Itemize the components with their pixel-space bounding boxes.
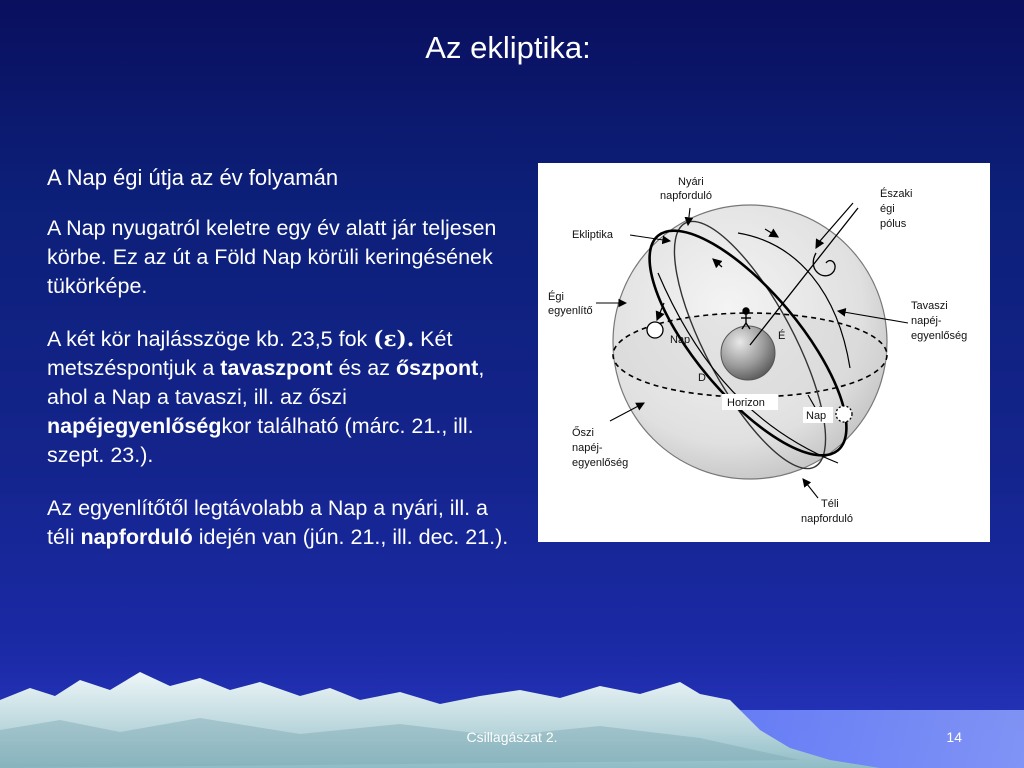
sun-marker-left <box>647 322 663 338</box>
label-nyari-2: napforduló <box>660 190 712 202</box>
leader-teli <box>803 479 818 498</box>
page-number: 14 <box>946 729 962 745</box>
celestial-sphere-diagram <box>538 163 990 542</box>
subheading: A Nap égi útja az év folyamán <box>47 165 339 190</box>
label-tavaszi-3: egyenlőség <box>911 330 968 342</box>
label-d-dir: D <box>698 372 706 384</box>
label-eszaki-3: pólus <box>880 218 907 230</box>
label-nyari-1: Nyári <box>678 176 704 188</box>
sun-marker-right <box>836 406 852 422</box>
text-column <box>47 163 517 576</box>
label-eszaki-2: égi <box>880 203 895 215</box>
label-nap-left: Nap <box>670 334 691 346</box>
label-eszaki-1: Északi <box>880 188 913 200</box>
paragraph-3: Az egyenlítőtől legtávolabb a Nap a nyári, ill. a téli napforduló idején van (jún. 21., ill. dec. 21.). <box>47 496 509 549</box>
label-ekliptika: Ekliptika <box>572 229 613 241</box>
label-oszi-2: napéj- <box>572 442 603 454</box>
label-nap-right: Nap <box>806 410 827 422</box>
paragraph-2: A két kör hajlásszöge kb. 23,5 fok (ε). Két metszéspontjuk a tavaszpont és az őszpont, ahol a Nap a tavaszi, ill. az őszi napéjegyenlőségkor található (márc. 21., ill. szept. 23.). <box>47 327 485 467</box>
label-oszi-3: egyenlőség <box>572 457 629 469</box>
diagram-svg <box>538 163 990 542</box>
label-teli-1: Téli <box>821 498 839 510</box>
label-tavaszi-2: napéj- <box>911 315 942 327</box>
label-teli-2: napforduló <box>801 513 853 525</box>
label-e-dir: É <box>778 330 786 342</box>
earth-globe <box>721 326 775 380</box>
label-tavaszi-1: Tavaszi <box>911 300 948 312</box>
label-horizon: Horizon <box>727 397 765 409</box>
label-egi-2: egyenlítő <box>548 305 593 317</box>
footer-title: Csillagászat 2. <box>466 729 558 745</box>
epsilon-symbol: (ε). <box>373 327 415 352</box>
label-egi-1: Égi <box>548 291 564 303</box>
mountain-decoration <box>0 660 1024 768</box>
label-oszi-1: Őszi <box>572 427 594 439</box>
slide-title: Az ekliptika: <box>425 30 591 65</box>
paragraph-1: A Nap nyugatról keletre egy év alatt jár teljesen körbe. Ez az út a Föld Nap körüli keringésének tükörképe. <box>47 216 497 298</box>
